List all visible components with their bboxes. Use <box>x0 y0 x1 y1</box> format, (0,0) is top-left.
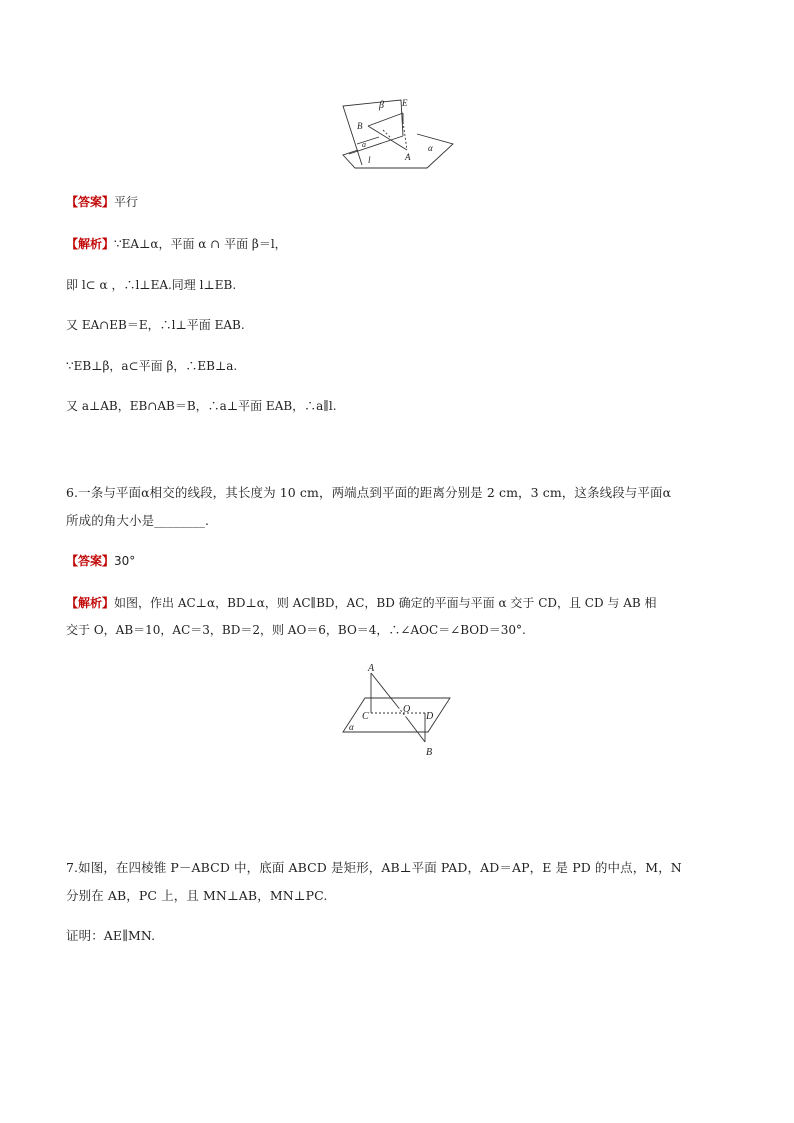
analysis-5-line-2: 即 l⊂ α ，∴l⊥EA.同理 l⊥EB. <box>66 278 237 292</box>
question-7-line-1: 7.如图，在四棱锥 P－ABCD 中，底面 ABCD 是矩形，AB⊥平面 PAD，AD＝AP，E 是 PD 的中点，M，N <box>66 860 682 875</box>
label-A: A <box>368 663 375 674</box>
label-E: E <box>402 98 408 108</box>
label-alpha: α <box>349 722 354 732</box>
analysis-5-line-4: ∵EB⊥β，a⊂平面 β，∴EB⊥a. <box>66 359 238 373</box>
question-7-line-2: 分别在 AB，PC 上，且 MN⊥AB，MN⊥PC. <box>66 888 328 903</box>
answer-tag: 【答案】 <box>66 554 115 568</box>
answer-text: 30° <box>114 554 136 568</box>
label-l: l <box>368 155 371 165</box>
figure-segment-plane <box>335 660 457 760</box>
figure-planes-svg <box>335 92 457 172</box>
analysis-5-line-5: 又 a⊥AB，EB∩AB＝B，∴a⊥平面 EAB，∴a∥l. <box>66 399 337 413</box>
label-D: D <box>426 711 434 722</box>
question-6-line-2: 所成的角大小是________. <box>66 513 210 528</box>
answer-tag: 【答案】 <box>66 195 115 209</box>
answer-5 <box>66 193 138 211</box>
analysis-5-line-3: 又 EA∩EB＝E，∴l⊥平面 EAB. <box>66 318 245 332</box>
label-beta: β <box>379 100 384 111</box>
answer-6 <box>66 552 135 570</box>
proof-statement: 证明：AE∥MN. <box>66 928 156 943</box>
figure-planes-alpha-beta <box>335 92 457 172</box>
label-O: O <box>403 704 411 715</box>
label-a: a <box>362 140 366 149</box>
analysis-tag: 【解析】 <box>66 596 115 610</box>
question-6-line-1: 6.一条与平面α相交的线段，其长度为 10 cm，两端点到平面的距离分别是 2 cm，3 cm，这条线段与平面α <box>66 485 672 500</box>
label-A: A <box>405 152 411 162</box>
label-B: B <box>357 121 363 131</box>
label-B: B <box>426 747 433 758</box>
label-alpha: α <box>428 143 433 153</box>
analysis-6-line-2: 交于 O，AB＝10，AC＝3，BD＝2，则 AO＝6，BO＝4，∴∠AOC＝∠BOD＝30°. <box>66 623 526 637</box>
figure-segment-svg <box>335 660 457 760</box>
label-C: C <box>362 711 369 722</box>
analysis-tag: 【解析】 <box>66 237 115 251</box>
analysis-5-line-1 <box>66 235 287 253</box>
analysis-text: 如图，作出 AC⊥α，BD⊥α，则 AC∥BD，AC，BD 确定的平面与平面 α 交于 CD，且 CD 与 AB 相 <box>114 596 657 610</box>
answer-text: 平行 <box>114 195 139 209</box>
analysis-text: ∵EA⊥α，平面 α ∩ 平面 β＝l， <box>114 237 287 251</box>
analysis-6-line-1 <box>66 594 657 612</box>
